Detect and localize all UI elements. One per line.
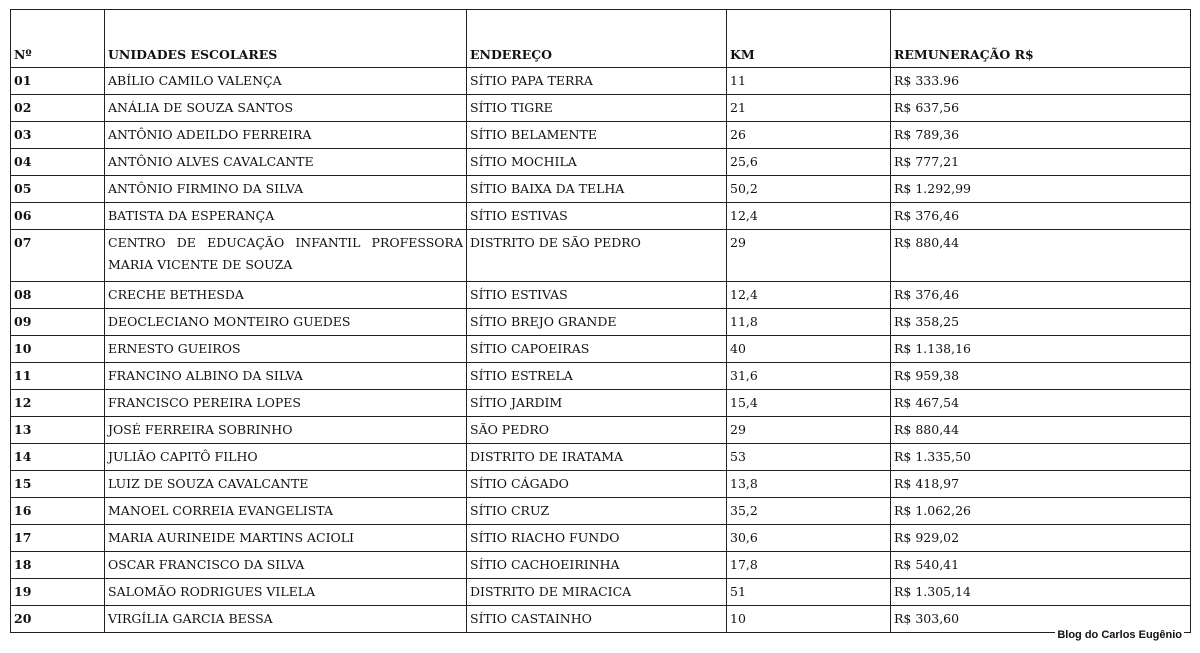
table-row <box>11 309 1191 336</box>
header-km: KM <box>727 10 891 68</box>
row-number: 18 <box>11 552 105 579</box>
school-name: ANTÔNIO ADEILDO FERREIRA <box>105 122 467 149</box>
school-address: SÍTIO BREJO GRANDE <box>467 309 727 336</box>
table-row <box>11 390 1191 417</box>
table-header <box>11 10 1191 68</box>
school-address: SÍTIO CRUZ <box>467 498 727 525</box>
row-number: 06 <box>11 203 105 230</box>
school-name: ANÁLIA DE SOUZA SANTOS <box>105 95 467 122</box>
row-number: 19 <box>11 579 105 606</box>
distance-km: 13,8 <box>727 471 891 498</box>
school-address: SÍTIO CASTAINHO <box>467 606 727 633</box>
distance-km: 29 <box>727 230 891 282</box>
header-number: Nº <box>11 10 105 68</box>
school-address: SÍTIO CAPOEIRAS <box>467 336 727 363</box>
distance-km: 51 <box>727 579 891 606</box>
schools-table <box>10 9 1191 633</box>
distance-km: 10 <box>727 606 891 633</box>
school-name: ABÍLIO CAMILO VALENÇA <box>105 68 467 95</box>
table-row <box>11 552 1191 579</box>
row-number: 15 <box>11 471 105 498</box>
school-address: SÍTIO ESTRELA <box>467 363 727 390</box>
distance-km: 11 <box>727 68 891 95</box>
distance-km: 17,8 <box>727 552 891 579</box>
school-address: SÍTIO ESTIVAS <box>467 282 727 309</box>
distance-km: 40 <box>727 336 891 363</box>
row-number: 11 <box>11 363 105 390</box>
row-number: 13 <box>11 417 105 444</box>
distance-km: 21 <box>727 95 891 122</box>
table-row <box>11 336 1191 363</box>
remuneration-value: R$ 1.138,16 <box>891 336 1191 363</box>
table-row <box>11 444 1191 471</box>
row-number: 14 <box>11 444 105 471</box>
school-address: SÍTIO JARDIM <box>467 390 727 417</box>
row-number: 16 <box>11 498 105 525</box>
header-row <box>11 10 1191 68</box>
table-row <box>11 363 1191 390</box>
table-row <box>11 417 1191 444</box>
school-address: SÍTIO MOCHILA <box>467 149 727 176</box>
school-name: MANOEL CORREIA EVANGELISTA <box>105 498 467 525</box>
school-name: CENTRO DE EDUCAÇÃO INFANTIL PROFESSORA MARIA VICENTE DE SOUZA <box>105 230 467 282</box>
school-name: SALOMÃO RODRIGUES VILELA <box>105 579 467 606</box>
remuneration-value: R$ 418,97 <box>891 471 1191 498</box>
distance-km: 29 <box>727 417 891 444</box>
remuneration-value: R$ 1.292,99 <box>891 176 1191 203</box>
remuneration-value: R$ 777,21 <box>891 149 1191 176</box>
remuneration-value: R$ 959,38 <box>891 363 1191 390</box>
school-name: OSCAR FRANCISCO DA SILVA <box>105 552 467 579</box>
table-body <box>11 68 1191 633</box>
school-name: FRANCISCO PEREIRA LOPES <box>105 390 467 417</box>
school-address: SÍTIO PAPA TERRA <box>467 68 727 95</box>
school-name: JOSÉ FERREIRA SOBRINHO <box>105 417 467 444</box>
school-name: JULIÃO CAPITÔ FILHO <box>105 444 467 471</box>
remuneration-value: R$ 1.335,50 <box>891 444 1191 471</box>
table-row <box>11 122 1191 149</box>
row-number: 12 <box>11 390 105 417</box>
row-number: 02 <box>11 95 105 122</box>
school-name: ANTÔNIO ALVES CAVALCANTE <box>105 149 467 176</box>
table-row <box>11 606 1191 633</box>
row-number: 01 <box>11 68 105 95</box>
row-number: 03 <box>11 122 105 149</box>
remuneration-value: R$ 929,02 <box>891 525 1191 552</box>
school-address: SÍTIO CACHOEIRINHA <box>467 552 727 579</box>
remuneration-value: R$ 880,44 <box>891 417 1191 444</box>
school-name: VIRGÍLIA GARCIA BESSA <box>105 606 467 633</box>
distance-km: 12,4 <box>727 203 891 230</box>
distance-km: 26 <box>727 122 891 149</box>
table-row <box>11 203 1191 230</box>
school-address: DISTRITO DE SÃO PEDRO <box>467 230 727 282</box>
remuneration-value: R$ 376,46 <box>891 282 1191 309</box>
school-name: CRECHE BETHESDA <box>105 282 467 309</box>
table-row <box>11 176 1191 203</box>
table-row <box>11 68 1191 95</box>
remuneration-value: R$ 540,41 <box>891 552 1191 579</box>
distance-km: 31,6 <box>727 363 891 390</box>
table-row <box>11 95 1191 122</box>
blog-watermark: Blog do Carlos Eugênio <box>1057 629 1182 641</box>
row-number: 10 <box>11 336 105 363</box>
distance-km: 35,2 <box>727 498 891 525</box>
row-number: 20 <box>11 606 105 633</box>
table-row <box>11 230 1191 282</box>
row-number: 17 <box>11 525 105 552</box>
remuneration-value: R$ 1.062,26 <box>891 498 1191 525</box>
school-address: SÍTIO BAIXA DA TELHA <box>467 176 727 203</box>
remuneration-value: R$ 303,60 <box>891 606 1191 633</box>
remuneration-value: R$ 376,46 <box>891 203 1191 230</box>
remuneration-value: R$ 637,56 <box>891 95 1191 122</box>
distance-km: 15,4 <box>727 390 891 417</box>
table-row <box>11 525 1191 552</box>
remuneration-value: R$ 789,36 <box>891 122 1191 149</box>
remuneration-value: R$ 1.305,14 <box>891 579 1191 606</box>
remuneration-value: R$ 358,25 <box>891 309 1191 336</box>
school-address: DISTRITO DE MIRACICA <box>467 579 727 606</box>
distance-km: 11,8 <box>727 309 891 336</box>
header-address: ENDEREÇO <box>467 10 727 68</box>
school-address: SÍTIO BELAMENTE <box>467 122 727 149</box>
school-address: SÍTIO RIACHO FUNDO <box>467 525 727 552</box>
school-name: LUIZ DE SOUZA CAVALCANTE <box>105 471 467 498</box>
remuneration-value: R$ 880,44 <box>891 230 1191 282</box>
row-number: 07 <box>11 230 105 282</box>
distance-km: 25,6 <box>727 149 891 176</box>
table-row <box>11 579 1191 606</box>
school-address: SÍTIO ESTIVAS <box>467 203 727 230</box>
row-number: 09 <box>11 309 105 336</box>
school-name: FRANCINO ALBINO DA SILVA <box>105 363 467 390</box>
school-name: BATISTA DA ESPERANÇA <box>105 203 467 230</box>
document-page <box>10 9 1190 633</box>
table-row <box>11 149 1191 176</box>
school-name: ERNESTO GUEIROS <box>105 336 467 363</box>
header-remuneration: REMUNERAÇÃO R$ <box>891 10 1191 68</box>
distance-km: 53 <box>727 444 891 471</box>
distance-km: 50,2 <box>727 176 891 203</box>
row-number: 05 <box>11 176 105 203</box>
remuneration-value: R$ 467,54 <box>891 390 1191 417</box>
school-name: MARIA AURINEIDE MARTINS ACIOLI <box>105 525 467 552</box>
row-number: 04 <box>11 149 105 176</box>
school-address: SÃO PEDRO <box>467 417 727 444</box>
header-school-units: UNIDADES ESCOLARES <box>105 10 467 68</box>
remuneration-value: R$ 333.96 <box>891 68 1191 95</box>
school-address: SÍTIO TIGRE <box>467 95 727 122</box>
school-name: ANTÔNIO FIRMINO DA SILVA <box>105 176 467 203</box>
table-row <box>11 471 1191 498</box>
school-address: DISTRITO DE IRATAMA <box>467 444 727 471</box>
row-number: 08 <box>11 282 105 309</box>
distance-km: 12,4 <box>727 282 891 309</box>
school-name: DEOCLECIANO MONTEIRO GUEDES <box>105 309 467 336</box>
distance-km: 30,6 <box>727 525 891 552</box>
school-address: SÍTIO CÁGADO <box>467 471 727 498</box>
table-row <box>11 282 1191 309</box>
table-row <box>11 498 1191 525</box>
